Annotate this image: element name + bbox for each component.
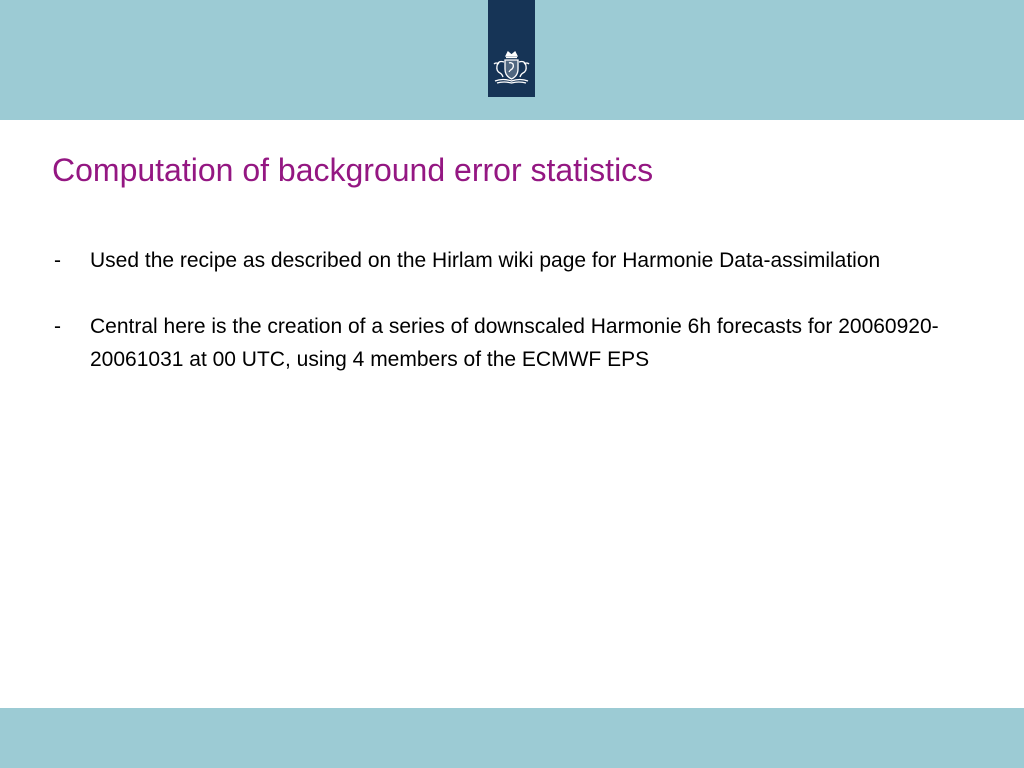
slide-title: Computation of background error statistics [52,152,654,188]
bullet-list [52,244,952,409]
bullet-marker: - [54,315,61,338]
bullet-text: Used the recipe as described on the Hirlam wiki page for Harmonie Data-assimilation [90,249,881,272]
list-item [52,310,952,376]
footer-band [0,708,1024,768]
logo-ribbon [488,0,535,97]
bullet-marker: - [54,249,61,272]
list-item [52,244,952,277]
coat-of-arms-icon [491,50,532,86]
bullet-text: Central here is the creation of a series of downscaled Harmonie 6h forecasts for 20060920-20061031 at 00 UTC, using 4 members of the ECMWF EPS [90,315,939,371]
header-band [0,0,1024,120]
